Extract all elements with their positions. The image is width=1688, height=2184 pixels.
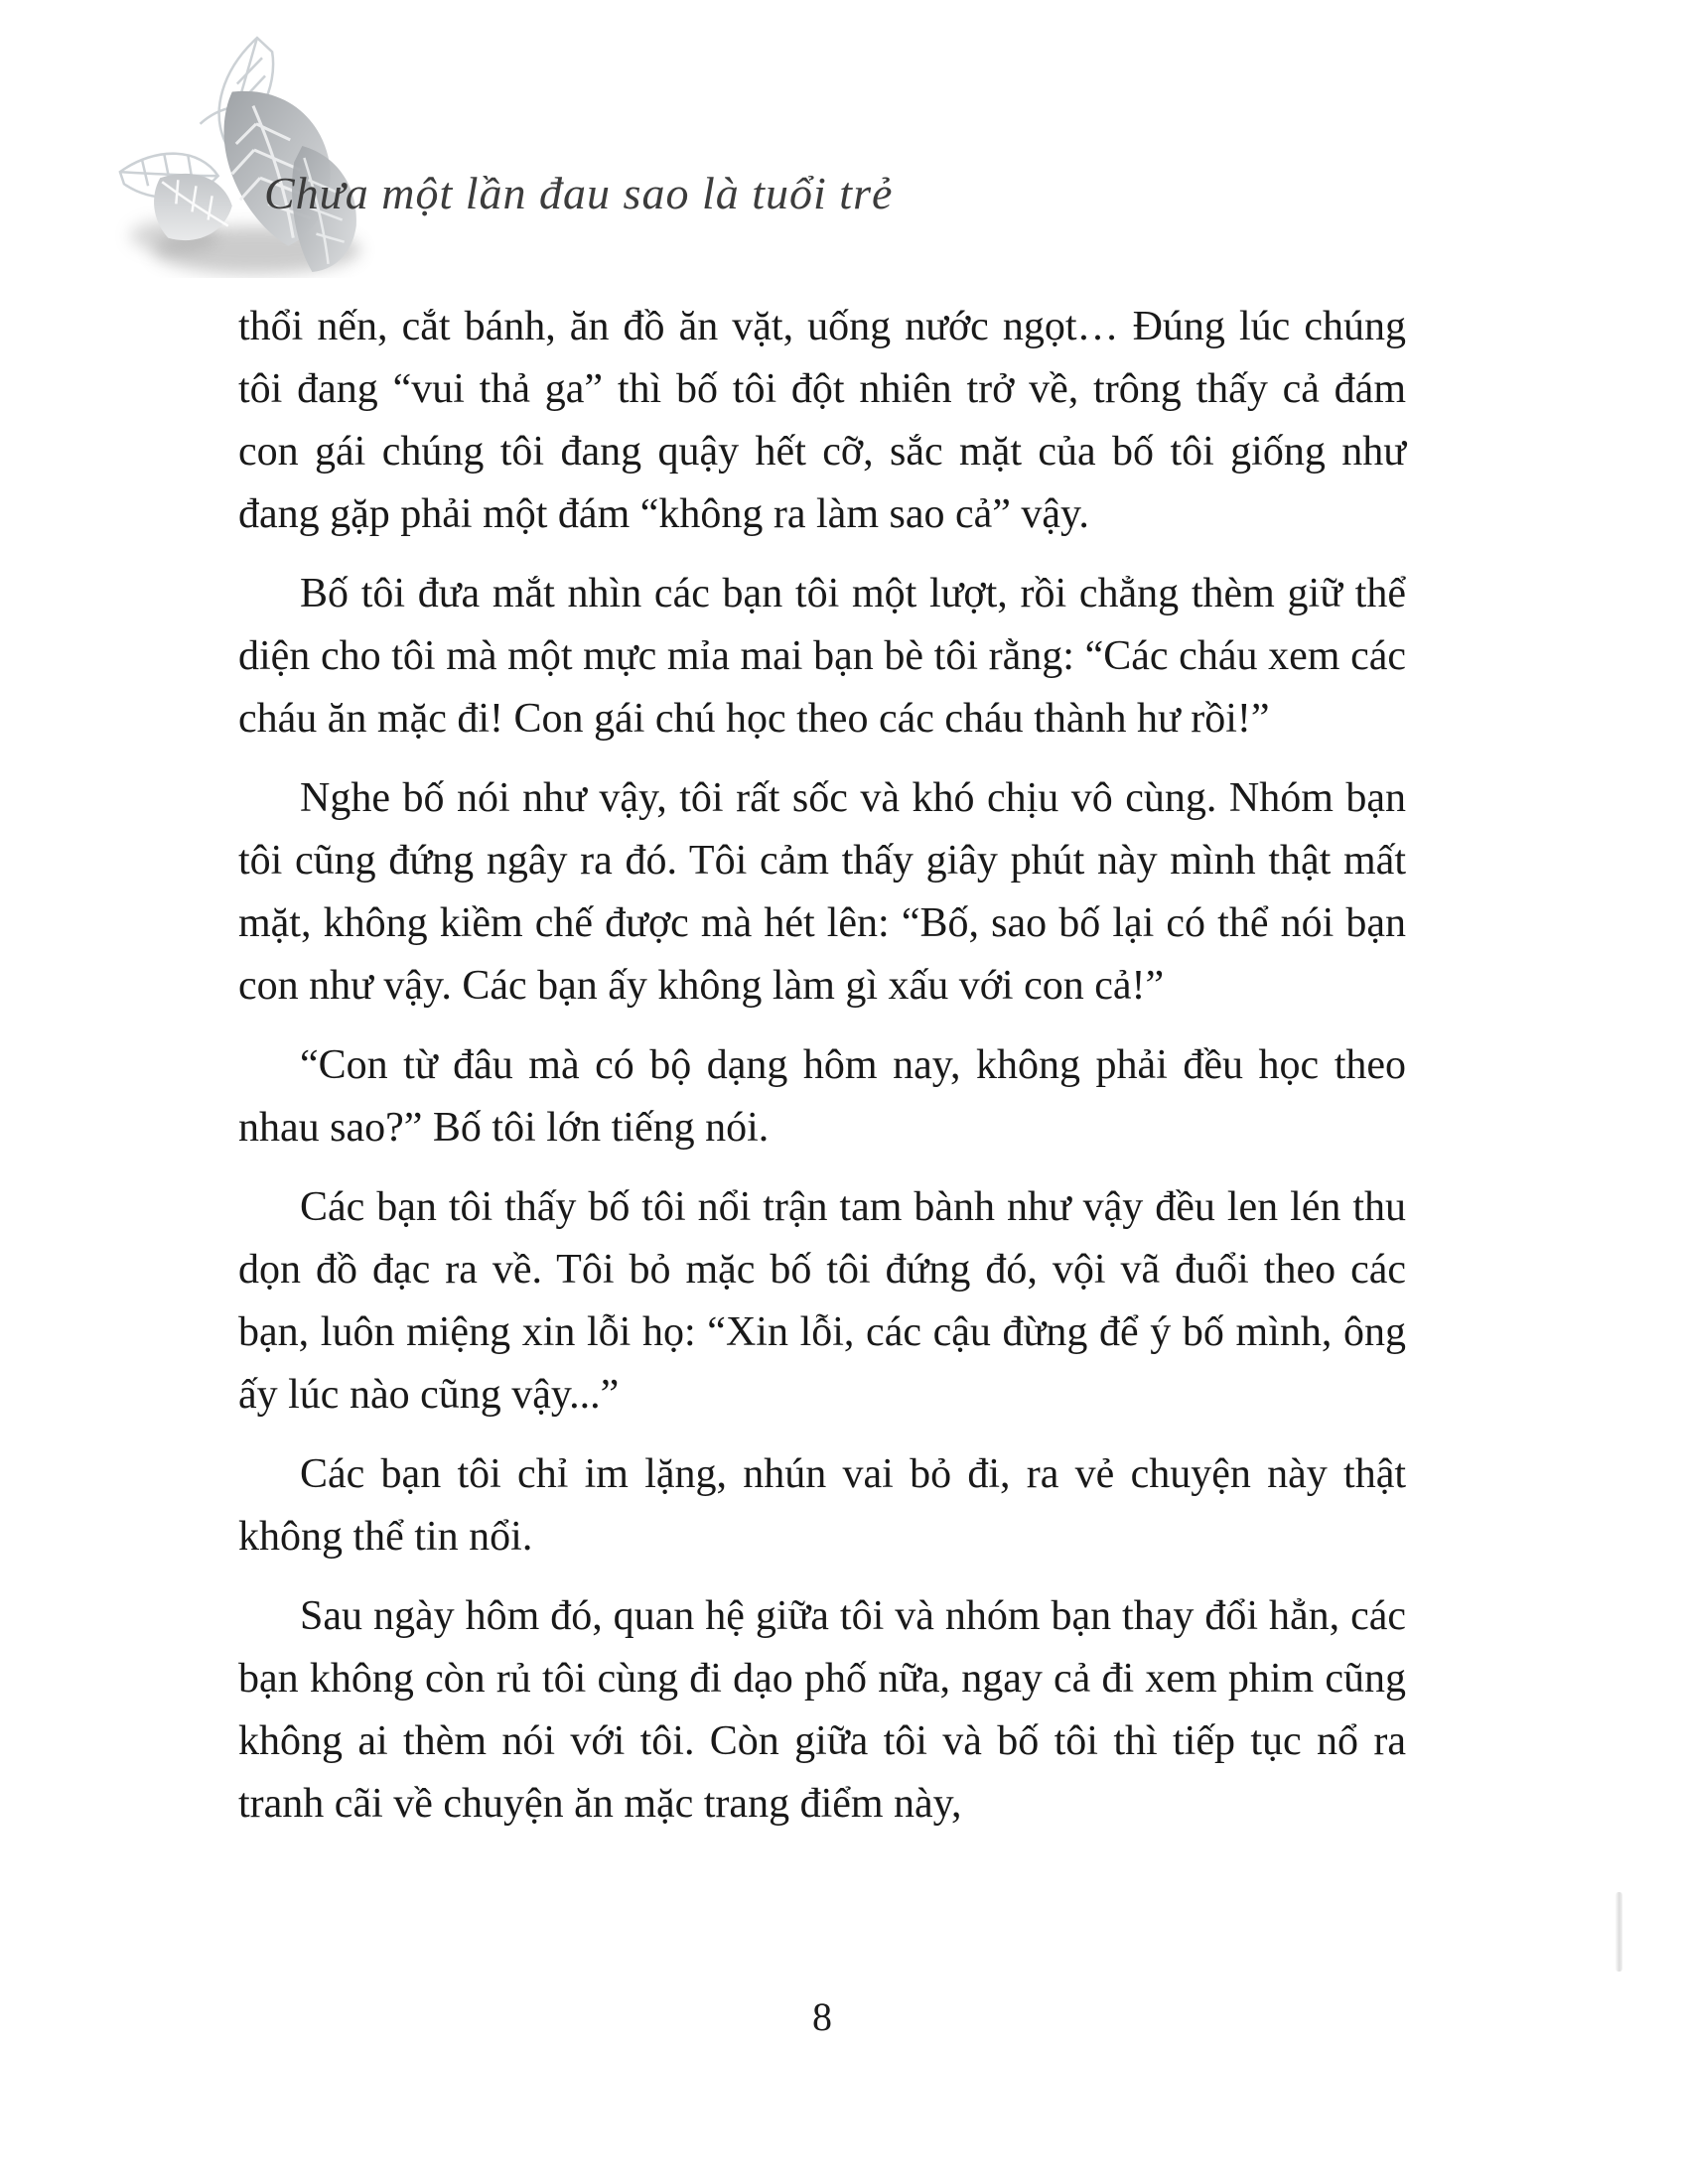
paragraph: thổi nến, cắt bánh, ăn đồ ăn vặt, uống nước ngọt… Đúng lúc chúng tôi đang “vui thả ga” thì bố tôi đột nhiên trở về, trông thấy cả đám con gái chúng tôi đang quậy hết cỡ, sắc mặt của bố tôi giống như đang gặp phải một đám “không ra làm sao cả” vậy. — [238, 304, 1406, 537]
page-number: 8 — [812, 1994, 832, 2039]
paragraph: Các bạn tôi chỉ im lặng, nhún vai bỏ đi, ra vẻ chuyện này thật không thể tin nổi. — [238, 1451, 1406, 1560]
paragraph: Nghe bố nói như vậy, tôi rất sốc và khó chịu vô cùng. Nhóm bạn tôi cũng đứng ngây ra đó. Tôi cảm thấy giây phút này mình thật mất mặt, không kiềm chế được mà hét lên: “Bố, sao bố lại có thể nói bạn con như vậy. Các bạn ấy không làm gì xấu với con cả!” — [238, 775, 1406, 1009]
paragraph: “Con từ đâu mà có bộ dạng hôm nay, không phải đều học theo nhau sao?” Bố tôi lớn tiếng nói. — [238, 1042, 1406, 1151]
paragraph: Sau ngày hôm đó, quan hệ giữa tôi và nhóm bạn thay đổi hẳn, các bạn không còn rủ tôi cùng đi dạo phố nữa, ngay cả đi xem phim cũng không ai thèm nói với tôi. Còn giữa tôi và bố tôi thì tiếp tục nổ ra tranh cãi về chuyện ăn mặc trang điểm này, — [238, 1593, 1406, 1827]
scan-edge-artifact — [1616, 1892, 1622, 1972]
paragraph: Các bạn tôi thấy bố tôi nổi trận tam bành như vậy đều len lén thu dọn đồ đạc ra về. Tôi bỏ mặc bố tôi đứng đó, vội vã đuổi theo các bạn, luôn miệng xin lỗi họ: “Xin lỗi, các cậu đừng để ý bố mình, ông ấy lúc nào cũng vậy...” — [238, 1184, 1406, 1418]
paragraph: Bố tôi đưa mắt nhìn các bạn tôi một lượt, rồi chẳng thèm giữ thể diện cho tôi mà một mực mỉa mai bạn bè tôi rằng: “Các cháu xem các cháu ăn mặc đi! Con gái chú học theo các cháu thành hư rồi!” — [238, 571, 1406, 742]
leaf-decoration-icon — [101, 28, 417, 278]
running-head-title: Chưa một lần đau sao là tuổi trẻ — [264, 168, 894, 218]
body-paragraphs — [238, 296, 1406, 1852]
